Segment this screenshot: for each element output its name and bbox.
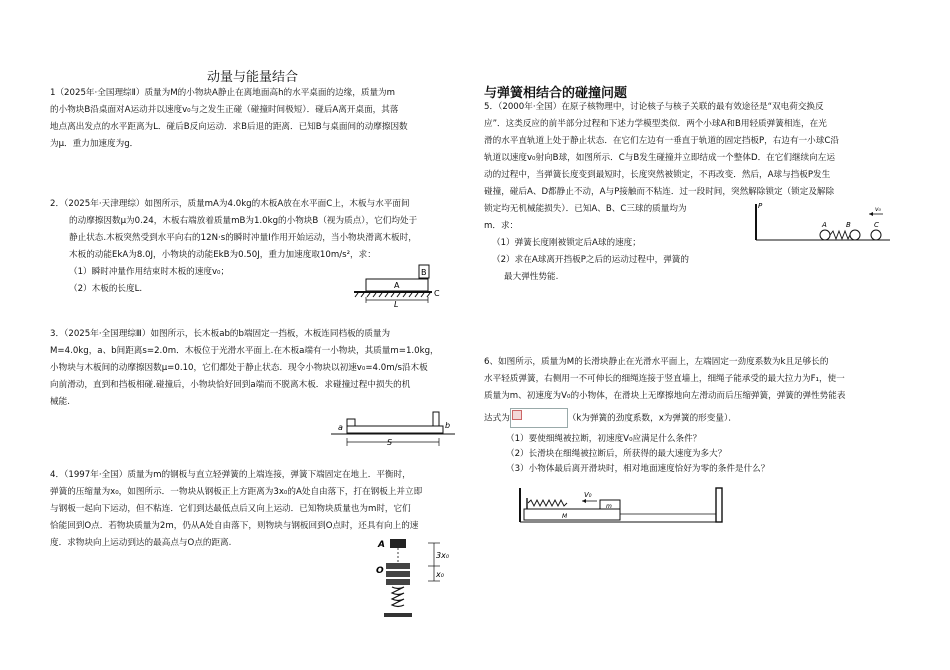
q3-line: 3．（2025年·全国理综Ⅲ）如图所示，长木板ab的b端固定一挡板，木板连同档板的质量为 [50, 329, 391, 339]
q5-line: 应”．这类反应的前半部分过程和下述力学模型类似．两个小球A和B用轻质弹簧相连，在光 [484, 119, 827, 129]
q3-line: 向前滑动，直到和挡板相碰.碰撞后，小物块恰好回到a端而不脱离木板．求碰撞过程中损失的机 [50, 380, 411, 390]
q3-figure-plank [325, 408, 465, 450]
q3-label-s: S [387, 438, 393, 447]
q6-label-v0: V₀ [584, 491, 592, 499]
q4-label-a: A [378, 540, 385, 550]
q5-line: （2）求在A球离开挡板P之后的运动过程中，弹簧的 [492, 255, 689, 265]
q4-spring [392, 587, 404, 607]
q3-line: 械能. [50, 397, 70, 407]
q5-label-p: P [758, 202, 763, 210]
q3-label-a: a [338, 423, 343, 432]
q3-line: 小物块与木板间的动摩擦因数μ=0.10，它们都处于静止状态．现令小物块以初速v₀=4.0m/s沿木板 [50, 363, 428, 373]
q6-label-m: m [606, 503, 612, 510]
q1-line: 地点离出发点的水平距离为L．碰后B反向运动．求B后退的距离．已知B与桌面间的动摩擦因数 [50, 122, 408, 132]
q2-figure-board-block [352, 262, 452, 308]
q6-spring [528, 500, 567, 506]
q5-line: 碰撞，碰后A、D都静止不动，A与P接触而不粘连．过一段时间，突然解除锁定（锁定及解除 [484, 187, 835, 197]
q2-line: （1）瞬时冲量作用结束时木板的速度v₀； [69, 267, 230, 277]
q4-line: 4．（1997年·全国）质量为m的钢板与直立轻弹簧的上端连接，弹簧下端固定在地上．平衡时， [50, 470, 411, 480]
q5-label-a: A [822, 221, 827, 229]
q5-figure-spring-balls [750, 202, 900, 254]
question-6 [484, 354, 904, 478]
q6-figure-slider-spring [518, 486, 728, 526]
q6-right-wall [716, 488, 722, 522]
q3-stop-plate [433, 412, 439, 426]
q6-part: （1）要使细绳被拉断，初速度V₀应满足什么条件？ [506, 434, 702, 444]
q1-line: 为μ．重力加速度为g． [50, 139, 139, 149]
q4-label-x0: x₀ [436, 570, 444, 579]
q5-ball-a [820, 230, 830, 240]
q5-line: 锁定均无机械能损失）．已知A、B、C三球的质量均为 [484, 204, 687, 214]
q4-figure-spring-plate [378, 535, 458, 645]
q5-line: 动的过程中，当弹簧长度变到最短时，长度突然被锁定，不再改变．然后，A球与挡板P发生 [484, 170, 831, 180]
q6-formula-image [510, 408, 568, 428]
q2-label-b: B [421, 268, 427, 277]
q6-label-M: M [562, 513, 568, 520]
question-3 [50, 326, 470, 411]
question-5 [484, 99, 904, 286]
q5-line: 5．（2000年·全国）在原子核物理中，讨论核子与核子关联的最有效途径是“双电荷交换反 [484, 102, 824, 112]
question-1 [50, 85, 470, 153]
right-page-title: 与弹簧相结合的碰撞问题 [484, 86, 628, 101]
q4-plate-top [386, 563, 410, 569]
q3-line: M=4.0kg，a、b间距离s=2.0m．木板位于光滑水平面上.在木板a端有一小物块，其质量m=1.0kg， [50, 346, 439, 356]
q3-small-block [347, 419, 355, 426]
q5-ball-c [871, 230, 881, 240]
q2-line: （2）木板的长度L. [69, 284, 143, 294]
q3-label-b: b [445, 421, 451, 430]
q6-formula-suffix: （k为弹簧的劲度系数，x为弹簧的形变量）． [567, 413, 737, 424]
q5-line: 最大弹性势能. [504, 272, 559, 282]
q4-line: 弹簧的压缩量为x₀，如图所示．一物块从钢板正上方距离为3x₀的A处自由落下，打在钢板上并立即 [50, 487, 423, 497]
q4-steel-plate [386, 579, 410, 585]
q6-part: （3）小物体最后离开滑块时，相对地面速度恰好为零的条件是什么？ [506, 464, 770, 474]
q5-label-v0: v₀ [875, 206, 881, 213]
q6-line: 水平轻质弹簧，右侧用一不可伸长的细绳连接于竖直墙上，细绳子能承受的最大拉力为F₁，使一 [484, 374, 845, 384]
q5-label-b: B [846, 221, 851, 229]
q5-spring [830, 231, 850, 239]
q2-label-l: L [394, 300, 399, 309]
q4-falling-block [390, 539, 406, 548]
q2-line: 静止状态.木板突然受到水平向右的12N·s的瞬时冲量I作用开始运动，当小物块滑离木板时， [69, 233, 417, 243]
q5-line: （1）弹簧长度刚被锁定后A球的速度； [492, 238, 641, 248]
q1-line: 的小物块B沿桌面对A运动并以速度v₀与之发生正碰（碰撞时间极短）．碰后A离开桌面，其落 [50, 105, 399, 115]
q5-line: 滑的水平直轨道上处于静止状态．在它们左边有一垂直于轨道的固定挡板P，右边有一小球C沿 [484, 136, 839, 146]
q4-label-o: O [376, 566, 384, 576]
q2-line: 的动摩擦因数μ为0.24，木板右端放着质量mB为1.0kg的小物块B（视为质点），它们均处于 [69, 216, 418, 226]
q6-part: （2）长滑块在细绳被拉断后，所获得的最大速度为多大？ [506, 449, 727, 459]
left-page-title: 动量与能量结合 [207, 70, 299, 85]
q4-label-3x0: 3x₀ [436, 551, 450, 560]
q3-plank [347, 426, 443, 433]
q6-formula-line [484, 408, 904, 428]
q5-line: 轨道以速度v₀射向B球，如图所示．C与B发生碰撞并立即结成一个整体D．在它们继续向左运 [484, 153, 835, 163]
q2-label-a: A [394, 281, 400, 290]
q2-ground-hatch [355, 293, 430, 297]
q6-formula-prefix: 达式为 [484, 413, 510, 424]
q1-line: 1（2025年·全国理综Ⅱ）质量为M的小物块A静止在离地面高h的水平桌面的边缘，质量为m [50, 88, 396, 98]
q5-ball-b [850, 230, 860, 240]
q4-line: 与钢板一起向下运动，但不粘连．它们到达最低点后又向上运动．已知物块质量也为m时，它们 [50, 504, 411, 514]
q2-line: 2．（2025年·天津理综）如图所示，质量mA为4.0kg的木板A放在水平面C上，木板与水平面间 [50, 199, 410, 209]
q5-label-c: C [874, 221, 879, 229]
q4-line: 恰能回到O点．若物块质量为2m，仍从A处自由落下，则物块与钢板回到O点时，还具有向上的速 [50, 521, 419, 531]
q2-label-c: C [434, 289, 440, 298]
q2-line: 木板的动能EkA为8.0J，小物块的动能EkB为0.50J，重力加速度取10m/s²，求： [69, 250, 376, 260]
q4-ground [384, 613, 412, 617]
q6-long-slider [524, 509, 620, 520]
q5-line: m．求： [484, 221, 519, 231]
broken-image-icon [512, 410, 522, 420]
q6-line: 质量为m、初速度为V₀的小物体，在滑块上无摩擦地向左滑动而后压缩弹簧，弹簧的弹性势能表 [484, 391, 846, 401]
q4-line: 度．求物块向上运动到达的最高点与O点的距离. [50, 538, 232, 548]
q6-line: 6、如图所示，质量为M的长滑块静止在光滑水平面上，左端固定一劲度系数为k且足够长的 [484, 357, 829, 367]
